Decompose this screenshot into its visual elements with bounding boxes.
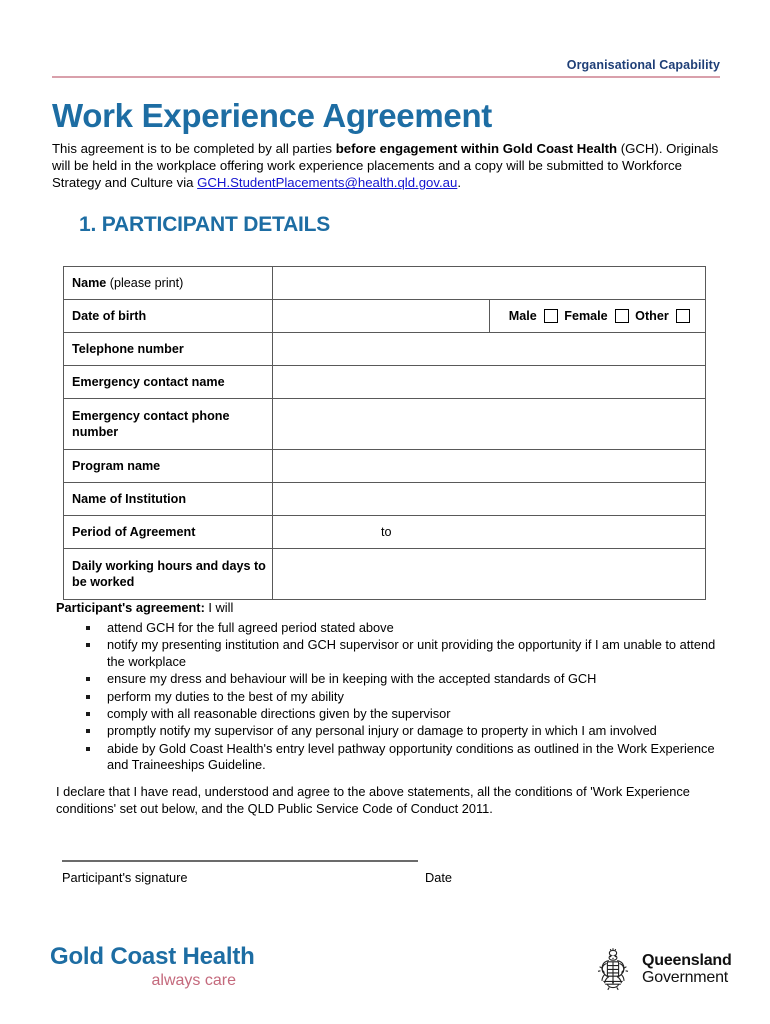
queensland-government-wordmark [642,952,732,986]
field-daily-working-hours[interactable] [273,549,706,600]
row-label-name [64,267,273,300]
label-note: (please print) [106,276,184,290]
field-emergency-contact-name[interactable] [273,366,706,399]
date-label: Date [425,870,453,885]
gch-logo-name: Gold Coast Health [50,943,255,970]
table-row [64,549,706,600]
row-label-emergency-contact-phone-number: Emergency contact phone number [64,399,273,450]
checkbox-other[interactable] [676,309,690,323]
intro-text-2: (GCH). Originals will be held in the workplace offering work experience placements and a copy will be submitted to Workforce Strategy and Culture via [52,141,719,191]
participant-details-table [63,266,706,600]
gender-option-other[interactable] [635,309,690,323]
table-row [64,267,706,300]
list-item: ensure my dress and behaviour will be in keeping with the accepted standards of GCH [82,671,722,687]
agreement-lead-bold: Participant's agreement: [56,600,205,615]
label-bold: Name [72,276,107,290]
email-link[interactable]: GCH.StudentPlacements@health.qld.gov.au [197,175,458,191]
agreement-lead-rest: I will [204,600,234,615]
row-label-period-of-agreement: Period of Agreement [64,516,273,549]
list-item: notify my presenting institution and GCH supervisor or unit providing the opportunity if I am unable to attend the workplace [82,637,722,670]
checkbox-male[interactable] [544,309,558,323]
signature-label: Participant's signature [62,870,188,885]
table-row [64,366,706,399]
checkbox-female[interactable] [615,309,629,323]
qld-wordmark-line-1: Queensland [642,952,732,969]
row-label-program-name: Program name [64,450,273,483]
table-row [64,300,706,333]
row-label-date-of-birth: Date of birth [64,300,273,333]
header-label: Organisational Capability [566,58,720,72]
header-divider [52,76,720,78]
row-label-daily-working-hours: Daily working hours and days to be worked [64,549,273,600]
gender-label-other: Other [635,309,669,323]
table-row [64,450,706,483]
page-header [52,58,720,78]
field-emergency-contact-phone-number[interactable] [273,399,706,450]
section-heading-participant-details: 1. PARTICIPANT DETAILS [79,213,331,236]
list-item: attend GCH for the full agreed period stated above [82,620,722,636]
gender-option-female[interactable] [564,309,628,323]
list-item: comply with all reasonable directions given by the supervisor [82,706,722,722]
field-period-of-agreement[interactable] [273,516,706,549]
field-date-of-birth[interactable] [273,300,490,333]
queensland-crest-icon [592,946,634,992]
gender-label-female: Female [564,309,608,323]
row-label-name-of-institution: Name of Institution [64,483,273,516]
intro-text-1: This agreement is to be completed by all parties [52,141,336,156]
declaration-paragraph: I declare that I have read, understood and agree to the above statements, all the conditions of 'Work Experience conditions' set out below, and the QLD Public Service Code of Conduct 2011. [56,784,690,816]
list-item: abide by Gold Coast Health's entry level pathway opportunity conditions as outlined in the Work Experience and Traineeships Guideline. [82,741,722,774]
table-row [64,483,706,516]
row-label-emergency-contact-name: Emergency contact name [64,366,273,399]
gender-cell [489,300,706,333]
intro-paragraph [52,140,720,192]
gender-option-male[interactable] [509,309,558,323]
table-row [64,333,706,366]
agreement-bullet-list [82,620,722,775]
row-label-telephone-number: Telephone number [64,333,273,366]
qld-wordmark-line-2: Government [642,969,729,986]
signature-line[interactable] [62,860,418,862]
agreement-lead [56,600,233,615]
table-row [64,399,706,450]
field-telephone-number[interactable] [273,333,706,366]
table-row [64,516,706,549]
field-name[interactable] [273,267,706,300]
page-title: Work Experience Agreement [52,97,492,134]
list-item: perform my duties to the best of my ability [82,689,722,705]
gch-logo-tagline: always care [151,972,236,989]
gender-label-male: Male [508,309,537,323]
queensland-government-logo [592,946,732,992]
field-program-name[interactable] [273,450,706,483]
period-to-label: to [381,525,392,539]
gold-coast-health-logo [50,944,290,991]
field-name-of-institution[interactable] [273,483,706,516]
list-item: promptly notify my supervisor of any personal injury or damage to property in which I am involved [82,723,722,739]
intro-text-3: . [457,175,462,191]
intro-bold-phrase: before engagement within Gold Coast Health [335,141,618,156]
